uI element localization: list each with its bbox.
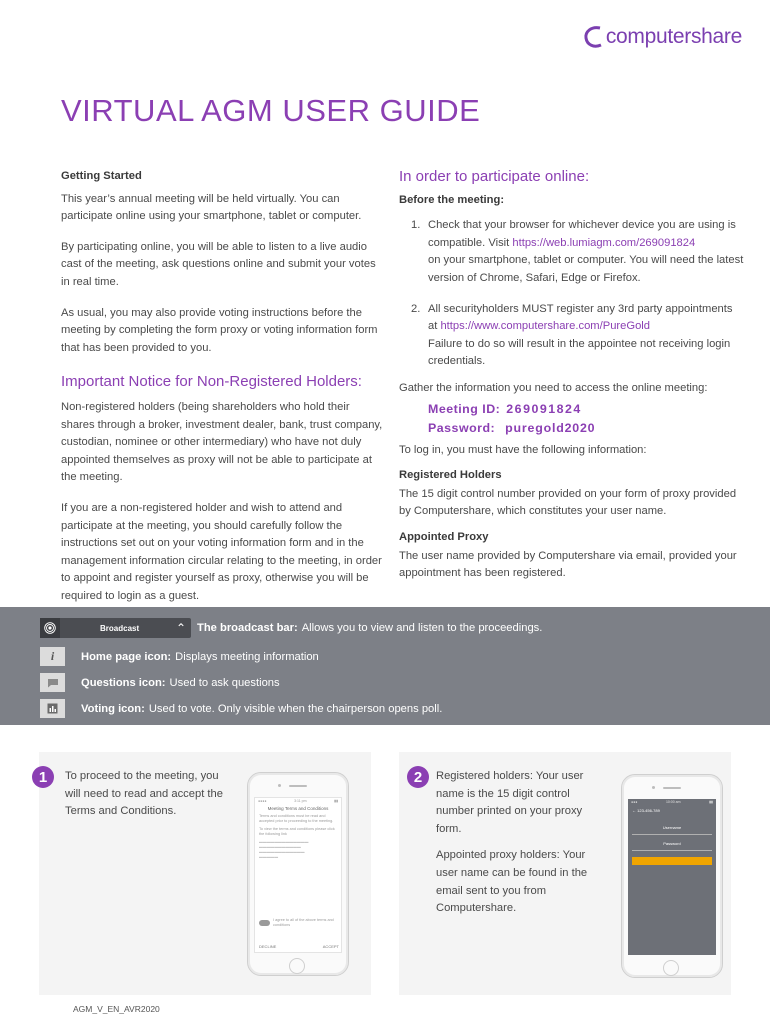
getting-started-p3: As usual, you may also provide voting instructions before the meeting by completing the form proxy or voting information form that has been provided to you. bbox=[61, 306, 378, 354]
terms-body-2: To view the terms and conditions please click the following link bbox=[259, 827, 335, 836]
before-meeting-heading: Before the meeting: bbox=[399, 193, 505, 206]
step-badge-2: 2 bbox=[407, 766, 429, 788]
phone-home-button bbox=[289, 958, 305, 974]
password-value: puregold2020 bbox=[505, 420, 596, 435]
terms-body-1: Terms and conditions must be read and accepted prior to proceeding to the meeting. bbox=[259, 814, 334, 823]
status-bar: ●●● 10:00 am ▮▮ bbox=[631, 800, 713, 804]
meeting-number-text: 123-456-789 bbox=[637, 808, 660, 813]
step-2-number: 2. bbox=[411, 302, 421, 315]
getting-started-p1: This year’s annual meeting will be held virtually. You can participate online using your smartphone, tablet or computer. bbox=[61, 192, 362, 223]
gather-text: Gather the information you need to access the online meeting: bbox=[399, 381, 708, 394]
legend-home bbox=[40, 647, 319, 666]
broadcast-legend-text: Allows you to view and listen to the proceedings. bbox=[301, 622, 543, 634]
chat-bubble-icon bbox=[40, 673, 65, 692]
broadcast-bar-label: Broadcast bbox=[100, 623, 140, 633]
username-field[interactable] bbox=[632, 834, 712, 835]
broadcast-bar[interactable] bbox=[40, 618, 191, 638]
step-2 bbox=[399, 301, 744, 371]
getting-started-heading: Getting Started bbox=[61, 170, 142, 182]
decline-button[interactable]: DECLINE bbox=[259, 944, 277, 949]
password-field[interactable] bbox=[632, 850, 712, 851]
phone-camera bbox=[652, 786, 655, 789]
voting-legend-text: Used to vote. Only visible when the chairperson opens poll. bbox=[148, 702, 443, 715]
voting-legend-bold: Voting icon: bbox=[81, 702, 145, 715]
logo-text: computershare bbox=[605, 25, 742, 48]
login-button[interactable] bbox=[632, 857, 712, 865]
accept-button[interactable]: ACCEPT bbox=[322, 944, 339, 949]
step-card-1 bbox=[39, 752, 371, 995]
notice-p1: Non-registered holders (being shareholders who hold their shares through a broker, investment dealer, bank, trust company, custodian, nominee or other intermediary) who have not duly appointed themselves as proxy will not be able to participate at the meeting. bbox=[61, 400, 383, 484]
step-badge-1: 1 bbox=[32, 766, 54, 788]
back-arrow-icon[interactable]: ← bbox=[632, 808, 636, 813]
meeting-id-row bbox=[428, 400, 744, 419]
info-icon: i bbox=[40, 647, 65, 666]
broadcast-icon bbox=[40, 618, 60, 638]
step-2-text-b: Failure to do so will result in the appointee not receiving login credentials. bbox=[428, 337, 731, 368]
password-row bbox=[428, 419, 744, 438]
status-bar: ●●●● 3:11 pm ▮▮ bbox=[258, 799, 338, 803]
questions-legend-bold: Questions icon: bbox=[81, 676, 166, 689]
steps-list bbox=[399, 217, 744, 371]
registered-text: The 15 digit control number provided on your form of proxy provided by Computershare, which constitutes your user name. bbox=[399, 487, 737, 518]
step-1-text-a: Check that your browser for whichever device you are using is compatible. Visit bbox=[428, 219, 736, 249]
meeting-id-value: 269091824 bbox=[506, 401, 582, 416]
participate-heading: In order to participate online: bbox=[399, 168, 590, 185]
phone-speaker bbox=[289, 785, 307, 787]
step-1-text bbox=[428, 217, 744, 287]
status-time: 3:11 pm bbox=[294, 799, 307, 803]
meeting-number bbox=[628, 806, 716, 815]
username-label: Username bbox=[662, 825, 682, 830]
registered-heading: Registered Holders bbox=[399, 469, 502, 482]
terms-title: Meeting Terms and Conditions bbox=[267, 806, 329, 811]
step-1-text-b: on your smartphone, tablet or computer. You will need the latest version of Chrome, Safari, Edge or Firefox. bbox=[428, 254, 744, 284]
password-label: Password: bbox=[428, 420, 496, 435]
getting-started-p2: By participating online, you will be able to listen to a live audio cast of the meeting, ask questions online and submit your votes in real time. bbox=[61, 240, 376, 288]
terms-buttons bbox=[259, 944, 339, 949]
bar-chart-icon bbox=[40, 699, 65, 718]
legend-voting bbox=[40, 699, 442, 718]
computershare-logo bbox=[583, 24, 742, 50]
legend-broadcast bbox=[40, 618, 542, 638]
step-2-text-a: All securityholders MUST register any 3rd party appointments at bbox=[428, 302, 733, 333]
phone-home-button bbox=[663, 960, 679, 976]
step-2-text bbox=[428, 301, 744, 371]
credentials bbox=[428, 400, 744, 438]
card-2-p2: Appointed proxy holders: Your user name can be found in the email sent to you from Computershare. bbox=[436, 849, 588, 915]
appointed-heading: Appointed Proxy bbox=[399, 530, 489, 543]
computershare-logo-icon bbox=[583, 24, 605, 50]
appointed-text: The user name provided by Computershare via email, provided your appointment has been registered. bbox=[399, 549, 737, 580]
phone-mockup-terms bbox=[247, 772, 349, 976]
card-2-p1: Registered holders: Your user name is the 15 digit control number printed on your proxy form. bbox=[436, 770, 584, 835]
terms-placeholder: ▬▬▬▬▬▬▬▬▬▬▬▬▬ ▬▬▬▬▬▬▬▬▬▬▬ ▬▬▬▬▬▬▬▬▬▬▬▬ ▬▬▬▬▬ bbox=[259, 840, 309, 859]
phone-camera bbox=[278, 784, 281, 787]
meeting-id-label: Meeting ID: bbox=[428, 401, 501, 416]
phone-speaker bbox=[663, 787, 681, 789]
phone-mockup-login bbox=[621, 774, 723, 978]
step-card-2 bbox=[399, 752, 731, 995]
notice-heading: Important Notice for Non-Registered Holders: bbox=[61, 373, 362, 391]
document-code: AGM_V_EN_AVR2020 bbox=[73, 1004, 160, 1014]
agree-toggle-row[interactable] bbox=[259, 918, 339, 928]
login-screen bbox=[628, 799, 716, 955]
agree-toggle[interactable] bbox=[259, 920, 270, 926]
step-1 bbox=[399, 217, 744, 287]
broadcast-legend-bold: The broadcast bar: bbox=[197, 622, 298, 634]
home-legend-text: Displays meeting information bbox=[175, 650, 319, 663]
agree-toggle-label: I agree to all of the above terms and conditions bbox=[273, 918, 334, 927]
terms-body bbox=[255, 814, 341, 860]
password-field-label: Password bbox=[663, 841, 681, 846]
notice-p2: If you are a non-registered holder and wish to attend and participate at the meeting, you should carefully follow the instructions set out on your voting information form and in the management information circular relating to the meeting, in order to appoint and register yourself as proxy, otherwise you will be required to login as a guest. bbox=[61, 501, 382, 602]
card-2-text bbox=[436, 768, 601, 918]
home-legend-bold: Home page icon: bbox=[81, 650, 172, 663]
questions-legend-text: Used to ask questions bbox=[169, 676, 280, 689]
left-column bbox=[61, 168, 383, 618]
lumi-link[interactable]: https://web.lumiagm.com/269091824 bbox=[512, 236, 696, 249]
puregold-link[interactable]: https://www.computershare.com/PureGold bbox=[440, 320, 650, 333]
right-column bbox=[399, 168, 744, 596]
page-title: VIRTUAL AGM USER GUIDE bbox=[61, 93, 481, 128]
legend-questions bbox=[40, 673, 280, 692]
step-1-number: 1. bbox=[411, 219, 421, 232]
card-1-text: To proceed to the meeting, you will need to read and accept the Terms and Conditions. bbox=[65, 770, 223, 818]
status-time: 10:00 am bbox=[665, 800, 681, 804]
login-intro: To log in, you must have the following information: bbox=[399, 443, 647, 456]
terms-screen bbox=[254, 797, 342, 953]
chevron-up-icon: ⌃ bbox=[175, 621, 187, 635]
